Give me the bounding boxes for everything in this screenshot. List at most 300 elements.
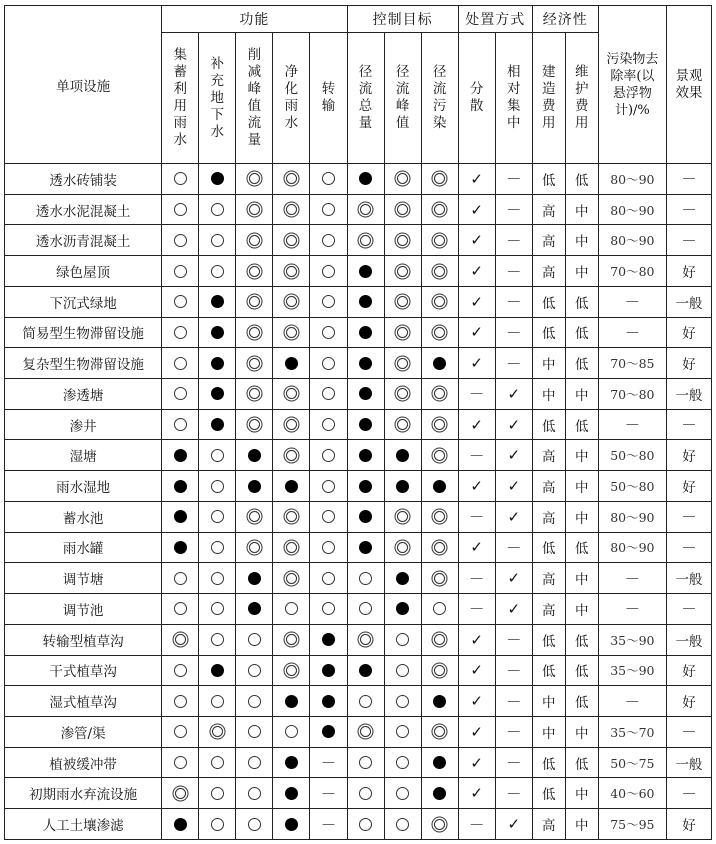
medium-mark (236, 286, 273, 317)
double-circle-icon (434, 573, 445, 584)
open-circle-icon (322, 234, 335, 247)
medium-mark (273, 440, 310, 471)
filled-circle-icon (359, 326, 372, 339)
dash-mark: — (458, 594, 495, 625)
medium-mark (236, 379, 273, 410)
open-circle-icon (322, 510, 335, 523)
open-circle-icon (211, 449, 224, 462)
table-row (5, 563, 712, 594)
weak-mark (162, 348, 199, 379)
facility-name: 复杂型生物滞留设施 (5, 348, 162, 379)
double-circle-icon (286, 573, 297, 584)
double-circle-icon (434, 204, 445, 215)
strong-mark (162, 809, 199, 840)
table-row (5, 471, 712, 502)
strong-mark (236, 471, 273, 502)
check-mark: ✓ (458, 286, 495, 317)
filled-circle-icon (359, 664, 372, 677)
weak-mark (199, 778, 236, 809)
medium-mark (162, 778, 199, 809)
filled-circle-icon (211, 357, 224, 370)
landscape-effect: 一般 (666, 379, 711, 410)
cost-value: 高 (532, 194, 565, 225)
medium-mark (421, 655, 458, 686)
strong-mark (347, 256, 384, 287)
facility-name: 植被缓冲带 (5, 747, 162, 778)
landscape-effect: 好 (666, 686, 711, 717)
check-mark: ✓ (458, 778, 495, 809)
filled-circle-icon (322, 664, 335, 677)
weak-mark (384, 655, 421, 686)
open-circle-icon (396, 756, 409, 769)
table-row (5, 440, 712, 471)
strong-mark (310, 686, 347, 717)
weak-mark (199, 747, 236, 778)
weak-mark (384, 686, 421, 717)
landscape-effect: 好 (666, 809, 711, 840)
medium-mark (421, 409, 458, 440)
open-circle-icon (359, 787, 372, 800)
weak-mark (310, 286, 347, 317)
cost-value: 低 (565, 164, 598, 195)
open-circle-icon (211, 787, 224, 800)
filled-circle-icon (359, 387, 372, 400)
facility-name: 雨水罐 (5, 532, 162, 563)
open-circle-icon (211, 541, 224, 554)
open-circle-icon (248, 787, 261, 800)
filled-circle-icon (433, 787, 446, 800)
facility-name: 调节池 (5, 594, 162, 625)
open-circle-icon (174, 172, 187, 185)
dash-mark: — (666, 716, 711, 747)
medium-mark (384, 409, 421, 440)
table-row (5, 778, 712, 809)
double-circle-icon (434, 819, 445, 830)
weak-mark (421, 594, 458, 625)
weak-mark (162, 409, 199, 440)
open-circle-icon (396, 633, 409, 646)
weak-mark (199, 594, 236, 625)
double-circle-icon (360, 726, 371, 737)
open-circle-icon (359, 602, 372, 615)
dash-mark: — (598, 409, 666, 440)
double-circle-icon (434, 726, 445, 737)
medium-mark (421, 194, 458, 225)
medium-mark (236, 317, 273, 348)
facility-name: 转输型植草沟 (5, 624, 162, 655)
cost-value: 高 (532, 440, 565, 471)
double-circle-icon (434, 511, 445, 522)
medium-mark (273, 501, 310, 532)
strong-mark (347, 532, 384, 563)
dash-mark: — (310, 809, 347, 840)
cost-value: 中 (565, 440, 598, 471)
strong-mark (421, 471, 458, 502)
filled-circle-icon (211, 295, 224, 308)
cost-value: 中 (565, 809, 598, 840)
weak-mark (273, 716, 310, 747)
double-circle-icon (397, 204, 408, 215)
subheader-purify: 净 化 雨 水 (273, 33, 310, 164)
dash-mark: — (495, 655, 532, 686)
double-circle-icon (434, 634, 445, 645)
medium-mark (384, 501, 421, 532)
open-circle-icon (174, 265, 187, 278)
open-circle-icon (322, 449, 335, 462)
medium-mark (421, 379, 458, 410)
facility-name: 人工土壤渗滤 (5, 809, 162, 840)
open-circle-icon (211, 602, 224, 615)
double-circle-icon (286, 634, 297, 645)
double-circle-icon (286, 450, 297, 461)
open-circle-icon (174, 326, 187, 339)
strong-mark (384, 471, 421, 502)
dash-mark: — (598, 286, 666, 317)
cost-value: 高 (532, 594, 565, 625)
open-circle-icon (396, 695, 409, 708)
cost-value: 低 (532, 778, 565, 809)
check-mark: ✓ (495, 409, 532, 440)
header-removal: 污染物去 除率(以 悬浮物 计)/% (598, 6, 666, 164)
strong-mark (199, 286, 236, 317)
double-circle-icon (397, 511, 408, 522)
double-circle-icon (397, 388, 408, 399)
filled-circle-icon (174, 818, 187, 831)
double-circle-icon (434, 173, 445, 184)
check-mark: ✓ (495, 594, 532, 625)
dash-mark: — (495, 778, 532, 809)
removal-rate: 50～75 (598, 747, 666, 778)
double-circle-icon (212, 726, 223, 737)
double-circle-icon (175, 634, 186, 645)
filled-circle-icon (396, 449, 409, 462)
check-mark: ✓ (458, 164, 495, 195)
dash-mark: — (458, 501, 495, 532)
strong-mark (421, 686, 458, 717)
removal-rate: 70～80 (598, 379, 666, 410)
dash-mark: — (495, 624, 532, 655)
medium-mark (162, 624, 199, 655)
weak-mark (162, 317, 199, 348)
medium-mark (273, 563, 310, 594)
weak-mark (236, 686, 273, 717)
removal-rate: 40～60 (598, 778, 666, 809)
weak-mark (162, 164, 199, 195)
weak-mark (347, 778, 384, 809)
double-circle-icon (397, 327, 408, 338)
facility-name: 蓄水池 (5, 501, 162, 532)
filled-circle-icon (174, 449, 187, 462)
table-row (5, 379, 712, 410)
open-circle-icon (174, 418, 187, 431)
filled-circle-icon (211, 418, 224, 431)
double-circle-icon (434, 665, 445, 676)
strong-mark (236, 594, 273, 625)
table-row (5, 716, 712, 747)
weak-mark (199, 501, 236, 532)
open-circle-icon (174, 602, 187, 615)
medium-mark (273, 286, 310, 317)
double-circle-icon (397, 358, 408, 369)
double-circle-icon (434, 450, 445, 461)
double-circle-icon (286, 388, 297, 399)
table-row (5, 809, 712, 840)
cost-value: 中 (565, 256, 598, 287)
landscape-effect: 一般 (666, 563, 711, 594)
medium-mark (273, 532, 310, 563)
facility-name: 渗井 (5, 409, 162, 440)
strong-mark (310, 655, 347, 686)
removal-rate: 75～95 (598, 809, 666, 840)
medium-mark (384, 317, 421, 348)
weak-mark (162, 716, 199, 747)
table-row (5, 194, 712, 225)
open-circle-icon (211, 510, 224, 523)
dash-mark: — (666, 409, 711, 440)
double-circle-icon (286, 235, 297, 246)
double-circle-icon (397, 266, 408, 277)
medium-mark (236, 256, 273, 287)
table-row (5, 225, 712, 256)
dash-mark: — (495, 256, 532, 287)
medium-mark (421, 225, 458, 256)
removal-rate: 50～80 (598, 471, 666, 502)
cost-value: 低 (532, 532, 565, 563)
cost-value: 中 (565, 225, 598, 256)
weak-mark (310, 471, 347, 502)
removal-rate: 80～90 (598, 532, 666, 563)
cost-value: 低 (532, 317, 565, 348)
table-row (5, 532, 712, 563)
dash-mark: — (310, 747, 347, 778)
facility-name: 调节塘 (5, 563, 162, 594)
open-circle-icon (322, 387, 335, 400)
dash-mark: — (495, 747, 532, 778)
strong-mark (236, 440, 273, 471)
check-mark: ✓ (458, 532, 495, 563)
check-mark: ✓ (458, 471, 495, 502)
cost-value: 低 (565, 624, 598, 655)
table-row (5, 594, 712, 625)
filled-circle-icon (211, 172, 224, 185)
check-mark: ✓ (495, 563, 532, 594)
strong-mark (347, 440, 384, 471)
filled-circle-icon (359, 295, 372, 308)
open-circle-icon (322, 572, 335, 585)
strong-mark (273, 686, 310, 717)
open-circle-icon (285, 602, 298, 615)
strong-mark (384, 563, 421, 594)
weak-mark (162, 286, 199, 317)
double-circle-icon (286, 266, 297, 277)
cost-value: 高 (532, 256, 565, 287)
open-circle-icon (322, 602, 335, 615)
double-circle-icon (434, 296, 445, 307)
weak-mark (199, 532, 236, 563)
table-row (5, 286, 712, 317)
facility-name: 透水水泥混凝土 (5, 194, 162, 225)
weak-mark (236, 747, 273, 778)
check-mark: ✓ (458, 686, 495, 717)
open-circle-icon (285, 725, 298, 738)
medium-mark (421, 501, 458, 532)
filled-circle-icon (322, 725, 335, 738)
medium-mark (384, 286, 421, 317)
weak-mark (162, 686, 199, 717)
double-circle-icon (286, 296, 297, 307)
medium-mark (273, 225, 310, 256)
medium-mark (236, 164, 273, 195)
double-circle-icon (286, 327, 297, 338)
filled-circle-icon (174, 480, 187, 493)
landscape-effect: 一般 (666, 286, 711, 317)
double-circle-icon (397, 296, 408, 307)
cost-value: 高 (532, 501, 565, 532)
open-circle-icon (322, 357, 335, 370)
medium-mark (421, 532, 458, 563)
filled-circle-icon (359, 418, 372, 431)
medium-mark (199, 716, 236, 747)
double-circle-icon (434, 388, 445, 399)
strong-mark (347, 164, 384, 195)
landscape-effect: 好 (666, 655, 711, 686)
double-circle-icon (434, 419, 445, 430)
open-circle-icon (174, 295, 187, 308)
filled-circle-icon (285, 756, 298, 769)
double-circle-icon (249, 173, 260, 184)
cost-value: 低 (532, 286, 565, 317)
cost-value: 低 (532, 655, 565, 686)
medium-mark (384, 348, 421, 379)
subheader-peak-reduce: 削 减 峰 值 流 量 (236, 33, 273, 164)
dash-mark: — (495, 164, 532, 195)
filled-circle-icon (211, 326, 224, 339)
check-mark: ✓ (458, 194, 495, 225)
dash-mark: — (458, 440, 495, 471)
dash-mark: — (666, 501, 711, 532)
facility-name: 透水砖铺装 (5, 164, 162, 195)
cost-value: 中 (532, 379, 565, 410)
table-row (5, 317, 712, 348)
medium-mark (236, 348, 273, 379)
weak-mark (199, 624, 236, 655)
check-mark: ✓ (495, 471, 532, 502)
dash-mark: — (495, 286, 532, 317)
weak-mark (310, 563, 347, 594)
subheader-recharge: 补 充 地 下 水 (199, 33, 236, 164)
double-circle-icon (249, 358, 260, 369)
weak-mark (199, 809, 236, 840)
weak-mark (162, 379, 199, 410)
dash-mark: — (666, 225, 711, 256)
cost-value: 中 (565, 194, 598, 225)
strong-mark (347, 379, 384, 410)
open-circle-icon (396, 664, 409, 677)
strong-mark (347, 655, 384, 686)
double-circle-icon (249, 511, 260, 522)
filled-circle-icon (359, 480, 372, 493)
dash-mark: — (666, 778, 711, 809)
strong-mark (347, 501, 384, 532)
dash-mark: — (666, 194, 711, 225)
dash-mark: — (666, 532, 711, 563)
dash-mark: — (666, 594, 711, 625)
open-circle-icon (211, 203, 224, 216)
double-circle-icon (249, 388, 260, 399)
medium-mark (384, 256, 421, 287)
double-circle-icon (360, 634, 371, 645)
filled-circle-icon (359, 541, 372, 554)
removal-rate: 50～80 (598, 440, 666, 471)
weak-mark (310, 164, 347, 195)
strong-mark (421, 348, 458, 379)
open-circle-icon (322, 295, 335, 308)
check-mark: ✓ (458, 716, 495, 747)
dash-mark: — (598, 563, 666, 594)
open-circle-icon (248, 725, 261, 738)
dash-mark: — (666, 164, 711, 195)
check-mark: ✓ (495, 379, 532, 410)
dash-mark: — (495, 716, 532, 747)
facility-name: 渗管/渠 (5, 716, 162, 747)
double-circle-icon (286, 173, 297, 184)
medium-mark (347, 194, 384, 225)
table-row (5, 164, 712, 195)
weak-mark (162, 747, 199, 778)
facility-name: 湿式植草沟 (5, 686, 162, 717)
subheader-scattered: 分 散 (458, 33, 495, 164)
double-circle-icon (249, 327, 260, 338)
check-mark: ✓ (458, 317, 495, 348)
weak-mark (162, 655, 199, 686)
filled-circle-icon (285, 818, 298, 831)
double-circle-icon (249, 235, 260, 246)
check-mark: ✓ (495, 809, 532, 840)
cost-value: 中 (565, 563, 598, 594)
strong-mark (199, 379, 236, 410)
open-circle-icon (322, 541, 335, 554)
open-circle-icon (211, 633, 224, 646)
cost-value: 高 (532, 563, 565, 594)
open-circle-icon (211, 234, 224, 247)
dash-mark: — (598, 686, 666, 717)
weak-mark (310, 594, 347, 625)
filled-circle-icon (248, 602, 261, 615)
weak-mark (310, 532, 347, 563)
medium-mark (384, 379, 421, 410)
double-circle-icon (360, 235, 371, 246)
filled-circle-icon (359, 449, 372, 462)
cost-value: 高 (532, 225, 565, 256)
double-circle-icon (286, 665, 297, 676)
open-circle-icon (322, 265, 335, 278)
cost-value: 低 (532, 409, 565, 440)
strong-mark (347, 471, 384, 502)
weak-mark (347, 563, 384, 594)
strong-mark (273, 471, 310, 502)
open-circle-icon (211, 818, 224, 831)
medium-mark (384, 532, 421, 563)
strong-mark (162, 501, 199, 532)
open-circle-icon (248, 818, 261, 831)
strong-mark (273, 747, 310, 778)
double-circle-icon (249, 542, 260, 553)
removal-rate: 70～80 (598, 256, 666, 287)
dash-mark: — (495, 317, 532, 348)
double-circle-icon (249, 266, 260, 277)
check-mark: ✓ (458, 747, 495, 778)
check-mark: ✓ (495, 501, 532, 532)
